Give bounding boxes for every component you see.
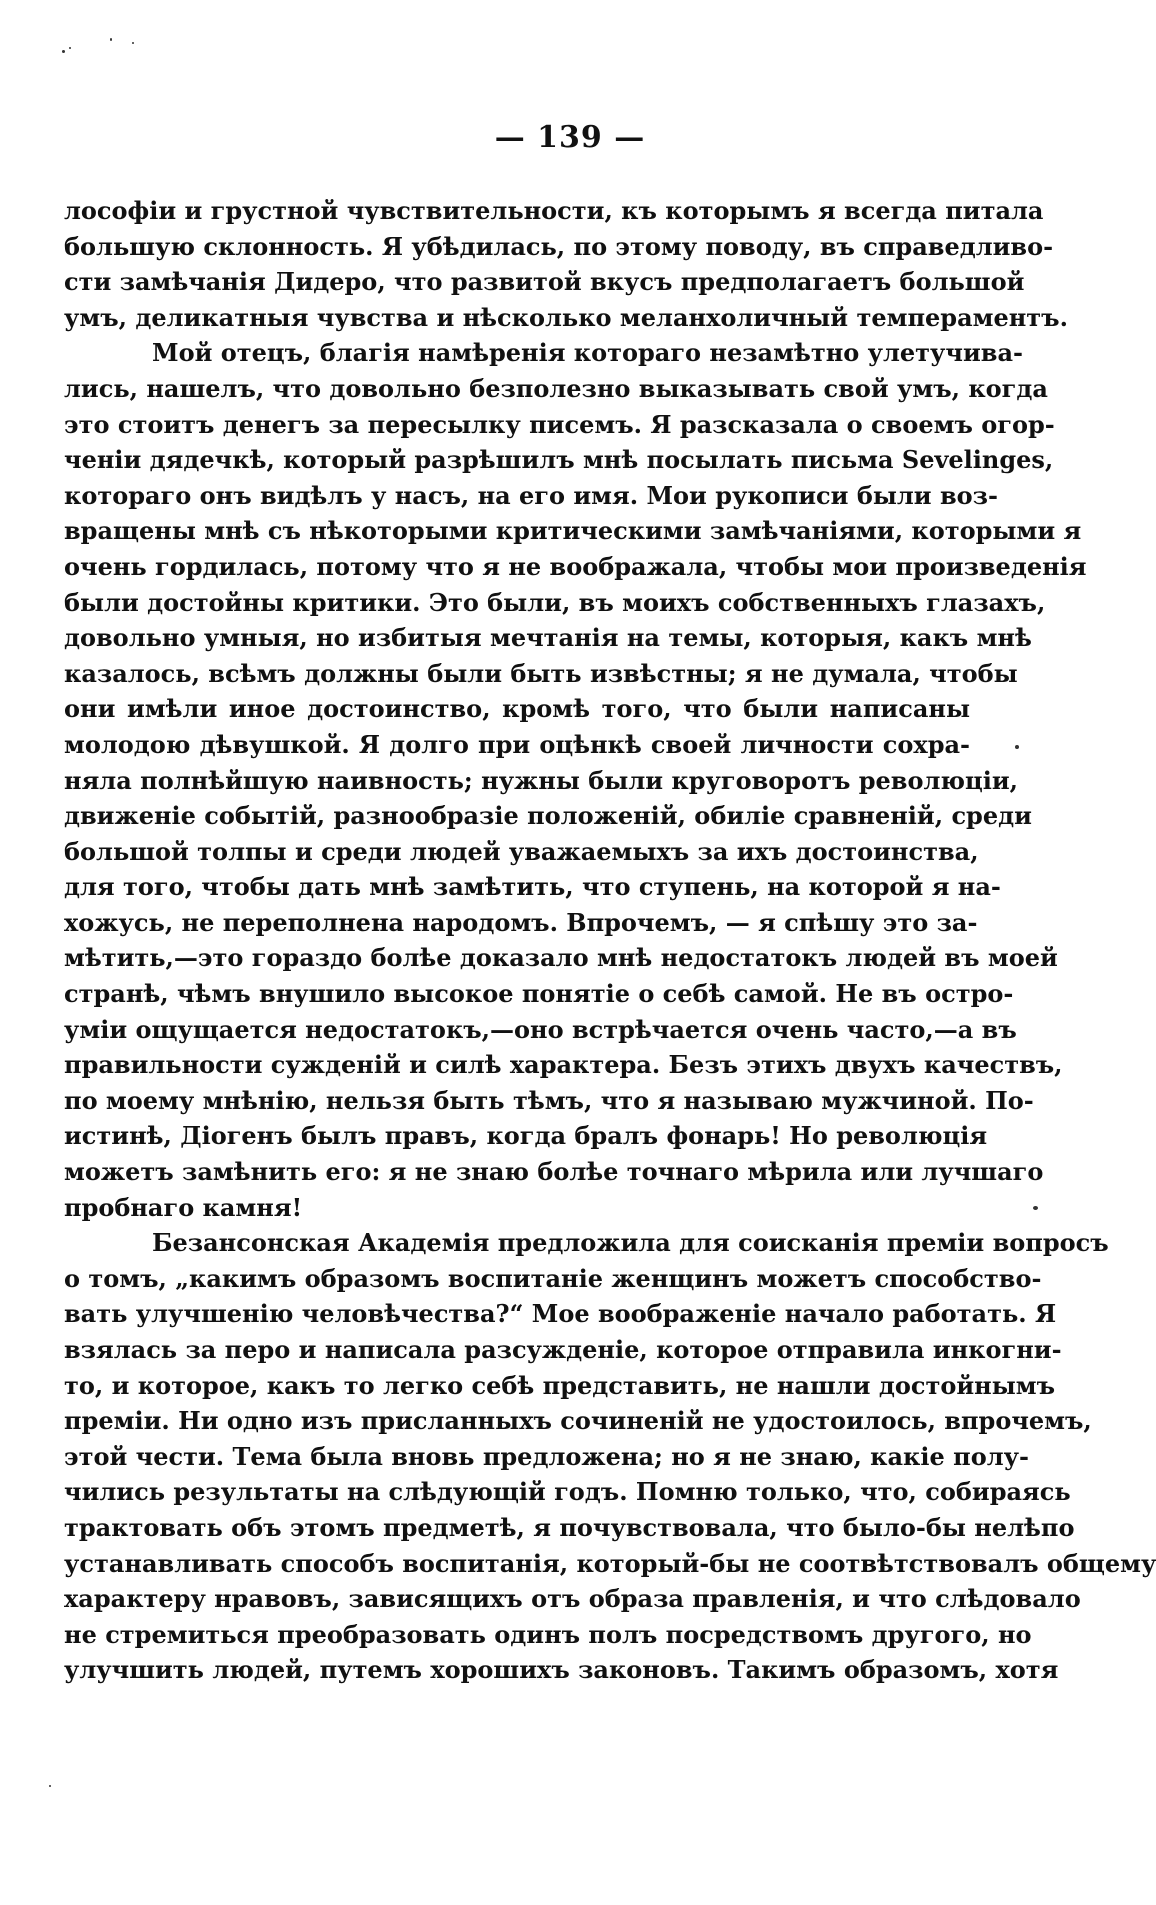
text-line: для того, чтобы дать мнѣ замѣтить, что ступень, на которой я на- <box>64 872 1001 902</box>
text-line: большую склонность. Я убѣдилась, по этому поводу, въ справедливо- <box>64 231 1054 261</box>
text-line: преміи. Ни одно изъ присланныхъ сочиненій не удостоилось, впрочемъ, <box>64 1406 1092 1436</box>
text-line: то, и которое, какъ то легко себѣ представить, не нашли достойнымъ <box>64 1370 1056 1400</box>
text-line: лись, нашелъ, что довольно безполезно выказывать свой умъ, когда <box>64 373 1048 403</box>
scan-speck <box>69 47 71 49</box>
paragraph-start-line: Мой отецъ, благія намѣренія котораго незамѣтно улетучива- <box>152 338 1023 368</box>
text-line: мѣтить,—это гораздо болѣе доказало мнѣ недостатокъ людей въ моей <box>64 943 1058 973</box>
text-line: котораго онъ видѣлъ у насъ, на его имя. Мои рукописи были воз- <box>64 480 998 510</box>
scan-speck <box>49 1785 51 1787</box>
text-line: они имѣли иное достоинство, кромѣ того, что были написаны <box>64 694 970 724</box>
scan-speck <box>62 50 65 53</box>
text-line: правильности сужденій и силѣ характера. Безъ этихъ двухъ качествъ, <box>64 1050 1063 1080</box>
scan-speck <box>110 38 112 41</box>
text-line: ченіи дядечкѣ, который разрѣшилъ мнѣ посылать письма Sevelinges, <box>64 445 1054 475</box>
text-line: о томъ, „какимъ образомъ воспитаніе женщинъ можетъ способство- <box>64 1263 1042 1293</box>
page-number: — 139 — <box>494 120 646 155</box>
text-line: были достойны критики. Это были, въ моихъ собственныхъ глазахъ, <box>64 587 1046 617</box>
text-line: пробнаго камня! <box>64 1192 303 1222</box>
text-line: чились результаты на слѣдующій годъ. Помню только, что, собираясь <box>64 1477 1071 1507</box>
text-line: умъ, деликатныя чувства и нѣсколько меланхоличный темпераментъ. <box>64 302 1068 332</box>
text-line: странѣ, чѣмъ внушило высокое понятіе о себѣ самой. Не въ остро- <box>64 979 1014 1009</box>
scan-speck <box>1015 745 1019 749</box>
text-line: няла полнѣйшую наивность; нужны были круговоротъ революціи, <box>64 765 1018 795</box>
text-line: этой чести. Тема была вновь предложена; но я не знаю, какіе полу- <box>64 1441 1029 1471</box>
text-line: истинѣ, Діогенъ былъ правъ, когда бралъ фонарь! Но революція <box>64 1121 988 1151</box>
text-line: можетъ замѣнить его: я не знаю болѣе точнаго мѣрила или лучшаго <box>64 1157 1044 1187</box>
scan-speck <box>1033 1206 1038 1210</box>
text-line: большой толпы и среди людей уважаемыхъ за ихъ достоинства, <box>64 836 979 866</box>
text-line: характеру нравовъ, зависящихъ отъ образа правленія, и что слѣдовало <box>64 1584 1081 1614</box>
text-line: молодою дѣвушкой. Я долго при оцѣнкѣ своей личности сохра- <box>64 729 970 759</box>
text-line: устанавливать способъ воспитанія, который-бы не соотвѣтствовалъ общему <box>64 1548 1156 1578</box>
page-text <box>64 193 1156 1688</box>
text-line: сти замѣчанія Дидеро, что развитой вкусъ предполагаетъ большой <box>64 267 1025 297</box>
text-line: не стремиться преобразовать одинъ полъ посредствомъ другого, но <box>64 1619 1032 1649</box>
text-line: хожусь, не переполнена народомъ. Впрочемъ, — я спѣшу это за- <box>64 907 978 937</box>
text-line: трактовать объ этомъ предметѣ, я почувствовала, что было-бы нелѣпо <box>64 1512 1075 1542</box>
text-line: довольно умныя, но избитыя мечтанія на темы, которыя, какъ мнѣ <box>64 623 1032 653</box>
text-line: казалось, всѣмъ должны были быть извѣстны; я не думала, чтобы <box>64 658 1018 688</box>
text-line: взялась за перо и написала разсужденіе, которое отправила инкогни- <box>64 1335 1062 1364</box>
text-line: вать улучшенію человѣчества?“ Мое воображеніе начало работать. Я <box>64 1299 1057 1329</box>
paragraph-start-line: Безансонская Академія предложила для соисканія преміи вопросъ <box>152 1228 1109 1258</box>
text-line: вращены мнѣ съ нѣкоторыми критическими замѣчаніями, которыми я <box>64 516 1082 546</box>
text-line: по моему мнѣнію, нельзя быть тѣмъ, что я называю мужчиной. По- <box>64 1085 1034 1115</box>
text-line: очень гордилась, потому что я не воображала, чтобы мои произведенія <box>64 551 1087 581</box>
text-line: лософіи и грустной чувствительности, къ которымъ я всегда питала <box>64 196 1044 225</box>
text-line: уміи ощущается недостатокъ,—оно встрѣчается очень часто,—а въ <box>64 1014 1017 1044</box>
text-line: улучшить людей, путемъ хорошихъ законовъ. Такимъ образомъ, хотя <box>64 1655 1059 1685</box>
scan-speck <box>132 42 134 44</box>
text-line: движеніе событій, разнообразіе положеній, обиліе сравненій, среди <box>64 801 1032 831</box>
text-line: это стоитъ денегъ за пересылку писемъ. Я разсказала о своемъ огор- <box>64 409 1055 439</box>
